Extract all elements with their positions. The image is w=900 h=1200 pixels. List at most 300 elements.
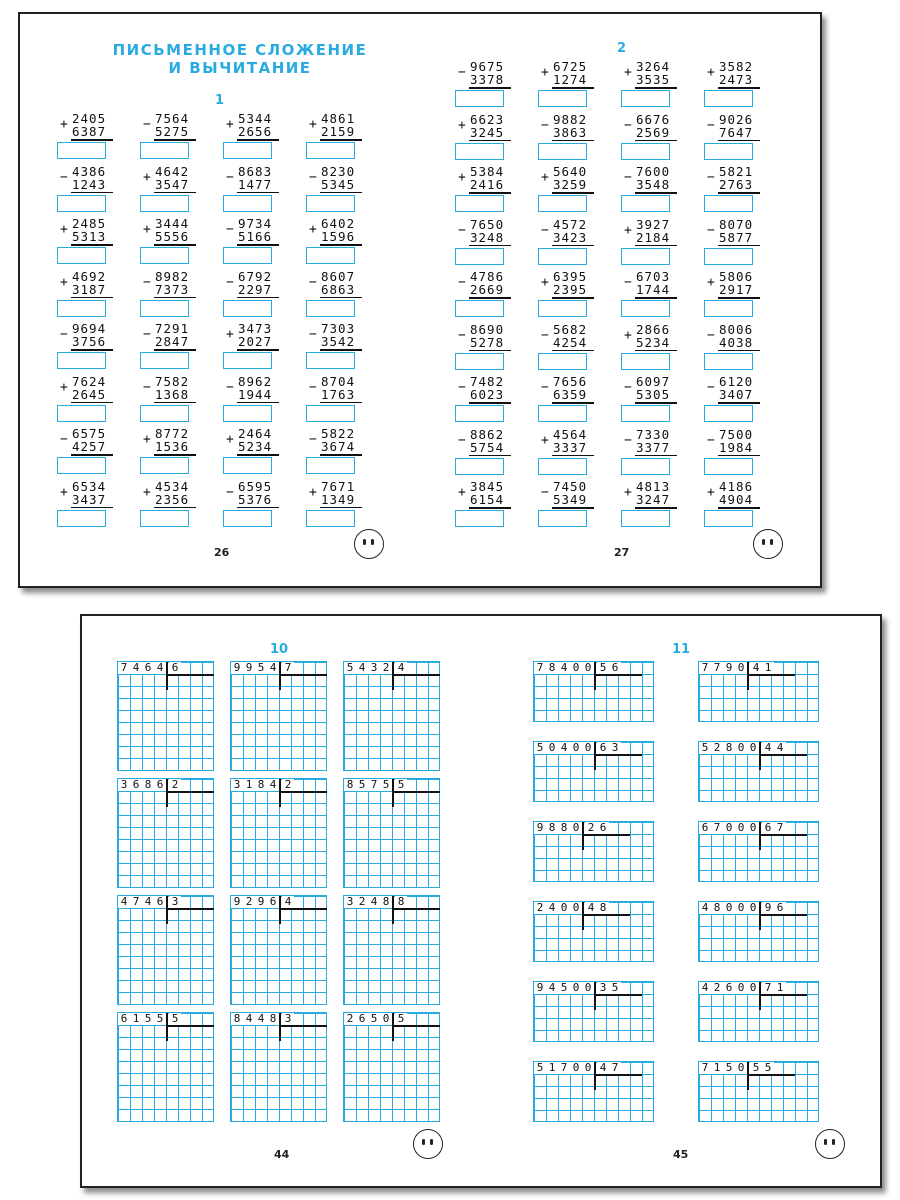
answer-box[interactable] [140,457,189,474]
second-number: 3247 [636,492,671,507]
first-number: 5822 [321,426,356,441]
sum-line [469,350,511,352]
dividend-digit: 0 [548,741,556,754]
answer-box[interactable] [704,195,753,212]
answer-box[interactable] [621,248,670,265]
answer-box[interactable] [704,510,753,527]
divisor-digit: 5 [397,778,405,791]
dividend-digit: 8 [346,778,354,791]
answer-box[interactable] [223,195,272,212]
dividend-digit: 2 [713,741,721,754]
answer-box[interactable] [538,510,587,527]
dividend-digit: 7 [713,821,721,834]
sum-line [237,507,279,509]
dividend-digit: 0 [749,901,757,914]
second-number: 2569 [636,124,671,140]
divisor-digit: 4 [587,901,595,914]
answer-box[interactable] [57,195,106,212]
first-number: 4572 [553,216,588,232]
exercise-number-2: 2 [617,41,627,56]
first-number: 7564 [155,111,190,126]
dividend-digit: 2 [358,895,366,908]
second-number: 1984 [719,439,754,455]
answer-box[interactable] [57,405,106,422]
answer-box[interactable] [57,510,106,527]
dividend-digit: 0 [749,981,757,994]
first-number: 8683 [238,163,273,179]
division-bracket-horizontal [392,674,440,676]
answer-box[interactable] [455,195,504,212]
operator-sign: − [624,275,632,290]
division-grid [343,778,440,888]
answer-box[interactable] [455,90,504,107]
sum-line [718,507,760,509]
answer-box[interactable] [455,458,504,475]
answer-box[interactable] [57,457,106,474]
dividend [699,902,759,914]
division-bracket-horizontal [759,834,807,836]
second-number: 1243 [72,176,107,192]
answer-box[interactable] [621,90,670,107]
operator-sign: + [60,379,68,395]
dividend [231,662,279,674]
dividend-digit: 4 [701,981,709,994]
sum-line [71,507,113,509]
dividend-digit: 0 [572,661,580,674]
answer-box[interactable] [704,143,753,160]
exercise-number-1: 1 [215,93,225,108]
divisor [282,779,294,791]
dividend-digit: 5 [370,1012,378,1025]
dividend-digit: 5 [536,741,544,754]
dividend-digit: 1 [245,778,253,791]
operator-sign: + [707,485,715,500]
operator-sign: − [458,65,466,80]
operator-sign: + [458,170,466,185]
division-bracket-vertical [166,662,168,690]
operator-sign: − [60,327,68,342]
divisor-digit: 6 [171,661,179,674]
answer-box[interactable] [621,143,670,160]
dividend-digit: 0 [725,821,733,834]
division-bracket-horizontal [166,908,214,910]
divisor [585,822,609,834]
first-number: 9675 [470,59,505,74]
division-grid [533,1061,654,1122]
dividend [118,662,166,674]
divisor-digit: 4 [764,741,772,754]
answer-box[interactable] [621,300,670,317]
sum-line [635,87,677,89]
sum-line [635,297,677,299]
second-number: 5345 [321,176,356,192]
second-number: 3245 [470,124,505,140]
second-number: 5349 [553,492,588,507]
answer-box[interactable] [140,352,189,369]
operator-sign: − [226,169,234,185]
dividend-digit: 1 [713,1061,721,1074]
second-number: 3437 [72,491,107,507]
sum-line [320,192,362,194]
division-grid [533,741,654,802]
dividend-digit: 0 [737,661,745,674]
column-problem [455,480,521,544]
division-bracket-horizontal [582,914,630,916]
smiley-face-icon [413,1129,443,1159]
second-number: 3378 [470,72,505,87]
division-grid [230,1012,327,1122]
second-number: 1368 [155,386,190,402]
operator-sign: − [541,327,549,343]
first-number: 5806 [719,269,754,284]
divisor-digit: 9 [764,901,772,914]
answer-box[interactable] [140,405,189,422]
answer-box[interactable] [455,353,504,370]
answer-box[interactable] [704,353,753,370]
answer-box[interactable] [704,458,753,475]
first-number: 6402 [321,216,356,231]
operator-sign: + [143,169,151,185]
second-number: 5305 [636,387,671,402]
sum-line [469,455,511,457]
divisor [750,1062,774,1074]
dividend-digit: 6 [156,778,164,791]
dividend-digit: 2 [536,901,544,914]
division-bracket-vertical [582,822,584,850]
dividend-digit: 4 [156,661,164,674]
first-number: 9882 [553,111,588,127]
answer-box[interactable] [455,510,504,527]
answer-box[interactable] [306,195,355,212]
dividend-digit: 8 [233,1012,241,1025]
answer-box[interactable] [621,405,670,422]
answer-box[interactable] [223,300,272,317]
answer-box[interactable] [57,247,106,264]
sum-line [552,455,594,457]
divisor [395,896,407,908]
first-number: 7624 [72,373,107,389]
sum-line [635,455,677,457]
operator-sign: + [541,275,549,290]
answer-box[interactable] [223,510,272,527]
answer-box[interactable] [704,90,753,107]
operator-sign: + [541,65,549,80]
division-grid [117,1012,214,1122]
answer-box[interactable] [621,510,670,527]
dividend-digit: 4 [257,1012,265,1025]
sum-line [469,402,511,404]
dividend-digit: 7 [536,661,544,674]
answer-box[interactable] [223,405,272,422]
divisor-digit: 8 [599,901,607,914]
answer-box[interactable] [306,247,355,264]
dividend [344,662,392,674]
division-grid [533,981,654,1042]
operator-sign: − [143,327,151,342]
operator-sign: − [309,274,317,290]
divisor-digit: 6 [776,901,784,914]
dividend-digit: 8 [560,821,568,834]
answer-box[interactable] [538,458,587,475]
dividend-digit: 6 [701,821,709,834]
divisor-digit: 6 [611,661,619,674]
sum-line [154,139,196,141]
dividend-digit: 8 [144,778,152,791]
division-bracket-horizontal [594,754,642,756]
dividend-digit: 8 [725,741,733,754]
second-number: 5166 [238,229,273,244]
operator-sign: − [707,222,715,238]
answer-box[interactable] [704,248,753,265]
dividend-digit: 0 [725,901,733,914]
operator-sign: + [60,274,68,290]
dividend-digit: 2 [382,661,390,674]
dividend-digit: 4 [701,901,709,914]
sum-line [469,297,511,299]
answer-box[interactable] [223,457,272,474]
divisor-digit: 3 [611,741,619,754]
answer-box[interactable] [455,405,504,422]
answer-box[interactable] [621,458,670,475]
second-number: 3259 [553,177,588,192]
dividend-digit: 3 [233,778,241,791]
second-number: 4257 [72,439,107,454]
second-number: 2416 [470,177,505,192]
title-line-1: ПИСЬМЕННОЕ СЛОЖЕНИЕ [112,41,368,59]
dividend-digit: 9 [233,895,241,908]
division-bracket-vertical [759,982,761,1010]
answer-box[interactable] [306,457,355,474]
dividend-digit: 4 [560,661,568,674]
answer-box[interactable] [306,405,355,422]
divisor-digit: 6 [599,821,607,834]
answer-box[interactable] [57,142,106,159]
page-title [90,41,390,77]
first-number: 8982 [155,268,190,284]
division-bracket-vertical [759,822,761,850]
dividend-digit: 8 [382,895,390,908]
dividend-digit: 9 [245,661,253,674]
answer-box[interactable] [621,353,670,370]
dividend-digit: 5 [701,741,709,754]
second-number: 7373 [155,281,190,297]
division-grid [698,661,819,722]
operator-sign: − [458,327,466,343]
dividend-digit: 7 [701,1061,709,1074]
operator-sign: + [624,485,632,500]
division-bracket-vertical [279,1013,281,1041]
sum-line [71,297,113,299]
dividend-digit: 0 [737,981,745,994]
dividend [118,779,166,791]
division-bracket-vertical [392,662,394,690]
answer-box[interactable] [140,247,189,264]
answer-box[interactable] [223,142,272,159]
sum-line [552,297,594,299]
sum-line [635,140,677,142]
answer-box[interactable] [223,247,272,264]
divisor [597,1062,621,1074]
answer-box[interactable] [538,405,587,422]
dividend [118,1013,166,1025]
second-number: 3248 [470,229,505,245]
dividend-digit: 8 [257,778,265,791]
first-number: 8070 [719,216,754,232]
dividend-digit: 4 [560,741,568,754]
dividend [534,1062,594,1074]
answer-box[interactable] [455,248,504,265]
first-number: 7303 [321,321,356,336]
division-bracket-vertical [594,1062,596,1090]
operator-sign: + [624,65,632,80]
sum-line [71,192,113,194]
dividend-digit: 1 [132,1012,140,1025]
answer-box[interactable] [57,300,106,317]
sum-line [237,244,279,246]
answer-box[interactable] [306,352,355,369]
operator-sign: + [60,117,68,132]
division-grid [533,901,654,962]
second-number: 3337 [553,439,588,455]
operator-sign: + [309,117,317,132]
dividend [231,779,279,791]
division-bracket-horizontal [392,1025,440,1027]
division-bracket-vertical [594,982,596,1010]
second-number: 2669 [470,282,505,297]
first-number: 5821 [719,164,754,179]
answer-box[interactable] [140,142,189,159]
sum-line [71,244,113,246]
first-number: 3264 [636,59,671,74]
sum-line [237,297,279,299]
answer-box[interactable] [140,195,189,212]
answer-box[interactable] [306,142,355,159]
second-number: 2763 [719,177,754,192]
answer-box[interactable] [306,510,355,527]
operator-sign: + [458,117,466,133]
divisor-digit: 7 [764,981,772,994]
dividend-digit: 2 [346,1012,354,1025]
dividend-digit: 9 [233,661,241,674]
dividend [344,1013,392,1025]
division-bracket-horizontal [747,1074,795,1076]
division-grid [698,741,819,802]
second-number: 1274 [553,72,588,87]
sum-line [154,507,196,509]
second-number: 5234 [238,439,273,454]
answer-box[interactable] [223,352,272,369]
divisor-digit: 5 [764,1061,772,1074]
dividend [699,822,759,834]
answer-box[interactable] [455,143,504,160]
dividend-digit: 6 [725,981,733,994]
answer-box[interactable] [538,353,587,370]
second-number: 6359 [553,387,588,402]
first-number: 8230 [321,163,356,179]
answer-box[interactable] [538,90,587,107]
operator-sign: − [309,169,317,185]
divisor-digit: 3 [599,981,607,994]
second-number: 2027 [238,334,273,349]
second-number: 2297 [238,281,273,297]
operator-sign: − [541,380,549,395]
answer-box[interactable] [538,195,587,212]
first-number: 7291 [155,321,190,336]
dividend-digit: 0 [560,901,568,914]
divisor [169,662,181,674]
answer-box[interactable] [538,143,587,160]
division-grid [698,821,819,882]
sum-line [718,402,760,404]
operator-sign: − [624,432,632,448]
title-line-2: И ВЫЧИТАНИЕ [168,59,312,77]
dividend-digit: 7 [701,661,709,674]
division-bracket-horizontal [759,994,807,996]
first-number: 7330 [636,426,671,442]
first-number: 7650 [470,216,505,232]
second-number: 3407 [719,387,754,402]
dividend-digit: 5 [257,661,265,674]
answer-box[interactable] [140,300,189,317]
answer-box[interactable] [538,248,587,265]
operator-sign: − [226,484,234,500]
answer-box[interactable] [621,195,670,212]
division-bracket-vertical [279,896,281,924]
second-number: 1596 [321,229,356,244]
dividend [534,822,582,834]
second-number: 3187 [72,281,107,297]
division-grid [117,778,214,888]
first-number: 3582 [719,59,754,74]
division-bracket-vertical [594,742,596,770]
answer-box[interactable] [140,510,189,527]
sum-line [552,402,594,404]
dividend-digit: 9 [536,821,544,834]
dividend-digit: 6 [120,1012,128,1025]
division-bracket-horizontal [392,791,440,793]
division-bracket-horizontal [392,908,440,910]
answer-box[interactable] [704,300,753,317]
second-number: 2395 [553,282,588,297]
sum-line [71,402,113,404]
exercise-number-11: 11 [672,642,691,657]
sum-line [635,192,677,194]
dividend [534,982,594,994]
division-grid [117,895,214,1005]
answer-box[interactable] [538,300,587,317]
divisor-digit: 3 [171,895,179,908]
sum-line [469,507,511,509]
answer-box[interactable] [57,352,106,369]
division-bracket-vertical [594,662,596,690]
divisor-digit: 4 [397,661,405,674]
answer-box[interactable] [306,300,355,317]
answer-box[interactable] [704,405,753,422]
first-number: 4813 [636,479,671,494]
dividend-digit: 6 [132,778,140,791]
sum-line [237,454,279,456]
dividend-digit: 2 [245,895,253,908]
first-number: 3444 [155,216,190,231]
second-number: 1744 [636,282,671,297]
sum-line [320,297,362,299]
answer-box[interactable] [455,300,504,317]
dividend-digit: 4 [548,981,556,994]
division-grid [230,778,327,888]
division-bracket-horizontal [279,1025,327,1027]
sum-line [71,139,113,141]
second-number: 1477 [238,176,273,192]
